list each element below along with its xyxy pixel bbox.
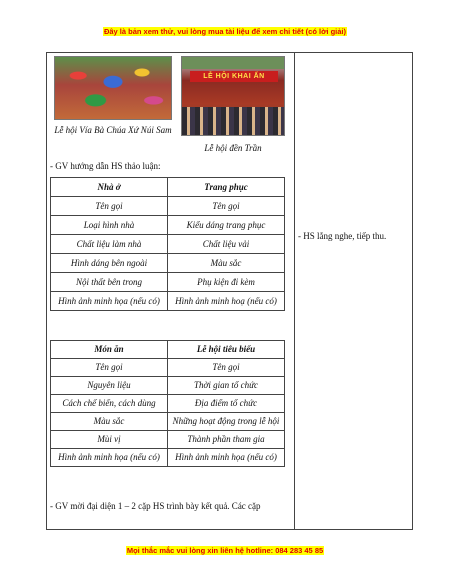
table-cell: Địa điểm tổ chức <box>168 395 285 413</box>
festival-crowd <box>182 107 285 135</box>
table-row <box>51 431 285 449</box>
table-header: Lễ hội tiêu biểu <box>168 341 285 359</box>
hotline-banner <box>0 546 450 555</box>
table-cell: Nguyên liệu <box>51 377 168 395</box>
table-row <box>51 197 285 216</box>
table-header: Món ăn <box>51 341 168 359</box>
table-header: Trang phục <box>168 178 285 197</box>
table-row <box>51 377 285 395</box>
festival-photo-den-tran <box>181 56 285 136</box>
table-cell: Tên gọi <box>168 359 285 377</box>
image2-caption: Lễ hội đền Trần <box>204 143 262 153</box>
table-cell: Hình ảnh minh hoạ (nếu có) <box>168 292 285 311</box>
temple-roof <box>182 57 285 69</box>
table-cell: Mùi vị <box>51 431 168 449</box>
table-cell: Màu sắc <box>51 413 168 431</box>
column-divider <box>294 52 295 530</box>
table-cell: Phụ kiện đi kèm <box>168 273 285 292</box>
table-cell: Hình dáng bên ngoài <box>51 254 168 273</box>
food-festival-table <box>50 340 285 467</box>
festival-photo-ba-chua-xu <box>54 56 172 120</box>
table-cell: Thời gian tổ chức <box>168 377 285 395</box>
table-cell: Tên gọi <box>51 359 168 377</box>
table-row <box>51 449 285 467</box>
table-row <box>51 395 285 413</box>
table-row <box>51 216 285 235</box>
table-cell: Nội thất bên trong <box>51 273 168 292</box>
closing-line: - GV mời đại diện 1 – 2 cặp HS trình bày kết quả. Các cặp <box>50 501 261 511</box>
table-cell: Những hoạt động trong lễ hội <box>168 413 285 431</box>
table-header: Nhà ở <box>51 178 168 197</box>
table-cell: Loại hình nhà <box>51 216 168 235</box>
housing-clothing-table <box>50 177 285 311</box>
table-cell: Chất liệu làm nhà <box>51 235 168 254</box>
table-cell: Hình ảnh minh họa (nếu có) <box>51 292 168 311</box>
table-cell: Tên gọi <box>51 197 168 216</box>
table-row <box>51 413 285 431</box>
festival-sign: LỄ HỘI KHAI ẤN <box>190 71 278 82</box>
preview-banner <box>0 27 450 36</box>
hotline-banner-text: Mọi thắc mắc vui lòng xin liên hệ hotline: 084 283 45 85 <box>126 546 324 555</box>
table-cell: Chất liệu vải <box>168 235 285 254</box>
preview-banner-text: Đây là bản xem thử, vui lòng mua tài liệu để xem chi tiết (có lời giải) <box>103 27 347 36</box>
student-action: - HS lắng nghe, tiếp thu. <box>298 231 387 241</box>
table-cell: Hình ảnh minh họa (nếu có) <box>168 449 285 467</box>
table-row <box>51 273 285 292</box>
table-row <box>51 359 285 377</box>
guide-intro: - GV hướng dẫn HS thảo luận: <box>50 161 161 171</box>
image1-caption: Lễ hội Vía Bà Chúa Xứ Núi Sam <box>54 125 172 135</box>
table-cell: Tên gọi <box>168 197 285 216</box>
table-row <box>51 292 285 311</box>
table-header-row <box>51 178 285 197</box>
table-row <box>51 235 285 254</box>
table-cell: Cách chế biến, cách dùng <box>51 395 168 413</box>
table-header-row <box>51 341 285 359</box>
table-cell: Hình ảnh minh họa (nếu có) <box>51 449 168 467</box>
table-cell: Thành phần tham gia <box>168 431 285 449</box>
table-cell: Kiểu dáng trang phục <box>168 216 285 235</box>
table-cell: Màu sắc <box>168 254 285 273</box>
table-row <box>51 254 285 273</box>
